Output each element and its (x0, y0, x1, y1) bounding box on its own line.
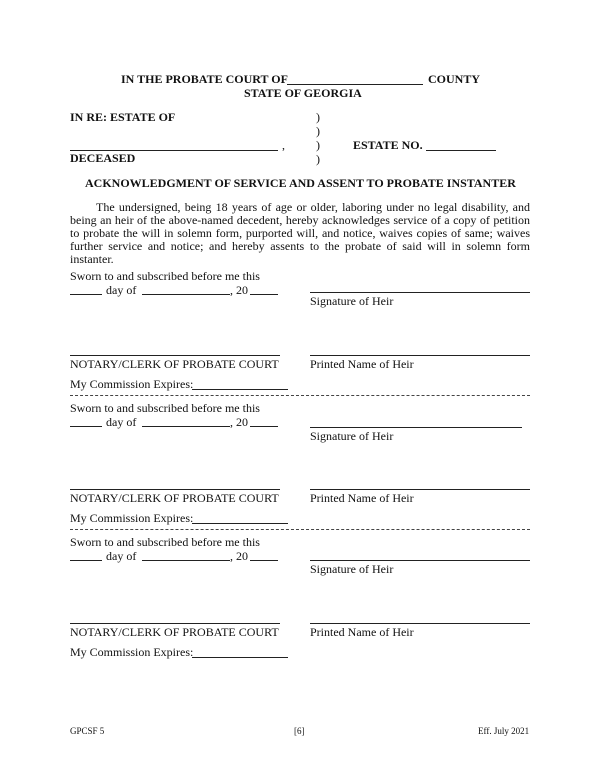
year-blank[interactable] (250, 294, 278, 295)
printed-name-line[interactable] (310, 489, 530, 490)
day-blank[interactable] (70, 426, 102, 427)
effective-date: Eff. July 2021 (478, 726, 530, 736)
printed-name-line[interactable] (310, 623, 530, 624)
commission-blank[interactable] (192, 523, 288, 524)
commission-label: My Commission Expires: (70, 377, 194, 391)
sworn-text: Sworn to and subscribed before me this (70, 269, 260, 283)
printed-name-label: Printed Name of Heir (310, 491, 414, 505)
signature-label: Signature of Heir (310, 562, 394, 576)
year-text: , 20 (230, 549, 248, 563)
acknowledgment-paragraph: The undersigned, being 18 years of age or older, laboring under no legal disability, and being an heir of the above-named decedent, hereby acknowledges service of a copy of petition to probate the will in solemn form, purported will, and notice, waives copies of same; waives further service and notice; and hereby assents to the probate of said will in solemn form instanter. (70, 200, 530, 266)
year-text: , 20 (230, 283, 248, 297)
year-blank[interactable] (250, 426, 278, 427)
commission-blank[interactable] (192, 389, 288, 390)
estate-no-blank[interactable] (426, 150, 496, 151)
commission-label: My Commission Expires: (70, 511, 194, 525)
day-of-text: day of (106, 415, 137, 429)
notary-signature-line[interactable] (70, 355, 280, 356)
section-divider (70, 395, 530, 396)
month-blank[interactable] (142, 560, 230, 561)
signature-line[interactable] (310, 292, 530, 293)
county-label: COUNTY (428, 72, 481, 86)
caption-comma: , (282, 138, 285, 152)
commission-label: My Commission Expires: (70, 645, 194, 659)
deceased-label: DECEASED (70, 151, 136, 165)
printed-name-line[interactable] (310, 355, 530, 356)
caption-paren: ) (316, 124, 320, 138)
caption-paren: ) (316, 110, 320, 124)
notary-label: NOTARY/CLERK OF PROBATE COURT (70, 357, 279, 371)
year-text: , 20 (230, 415, 248, 429)
estate-no-label: ESTATE NO. (353, 138, 423, 152)
signature-line[interactable] (310, 427, 522, 428)
signature-label: Signature of Heir (310, 294, 394, 308)
form-id: GPCSF 5 (70, 726, 105, 736)
state-label: STATE OF GEORGIA (244, 86, 362, 100)
day-blank[interactable] (70, 294, 102, 295)
printed-name-label: Printed Name of Heir (310, 625, 414, 639)
month-blank[interactable] (142, 426, 230, 427)
day-blank[interactable] (70, 560, 102, 561)
sworn-text: Sworn to and subscribed before me this (70, 401, 260, 415)
year-blank[interactable] (250, 560, 278, 561)
day-of-text: day of (106, 549, 137, 563)
page-number: [6] (294, 726, 305, 736)
notary-signature-line[interactable] (70, 489, 280, 490)
commission-blank[interactable] (192, 657, 288, 658)
signature-line[interactable] (310, 560, 530, 561)
in-re-label: IN RE: ESTATE OF (70, 110, 176, 124)
county-blank[interactable] (287, 84, 423, 85)
notary-signature-line[interactable] (70, 623, 280, 624)
printed-name-label: Printed Name of Heir (310, 357, 414, 371)
day-of-text: day of (106, 283, 137, 297)
notary-label: NOTARY/CLERK OF PROBATE COURT (70, 625, 279, 639)
section-divider (70, 529, 530, 530)
caption-paren: ) (316, 152, 320, 166)
notary-label: NOTARY/CLERK OF PROBATE COURT (70, 491, 279, 505)
document-title: ACKNOWLEDGMENT OF SERVICE AND ASSENT TO PROBATE INSTANTER (85, 176, 516, 190)
signature-label: Signature of Heir (310, 429, 394, 443)
sworn-text: Sworn to and subscribed before me this (70, 535, 260, 549)
month-blank[interactable] (142, 294, 230, 295)
court-label: IN THE PROBATE COURT OF (121, 72, 288, 86)
caption-paren: ) (316, 138, 320, 152)
